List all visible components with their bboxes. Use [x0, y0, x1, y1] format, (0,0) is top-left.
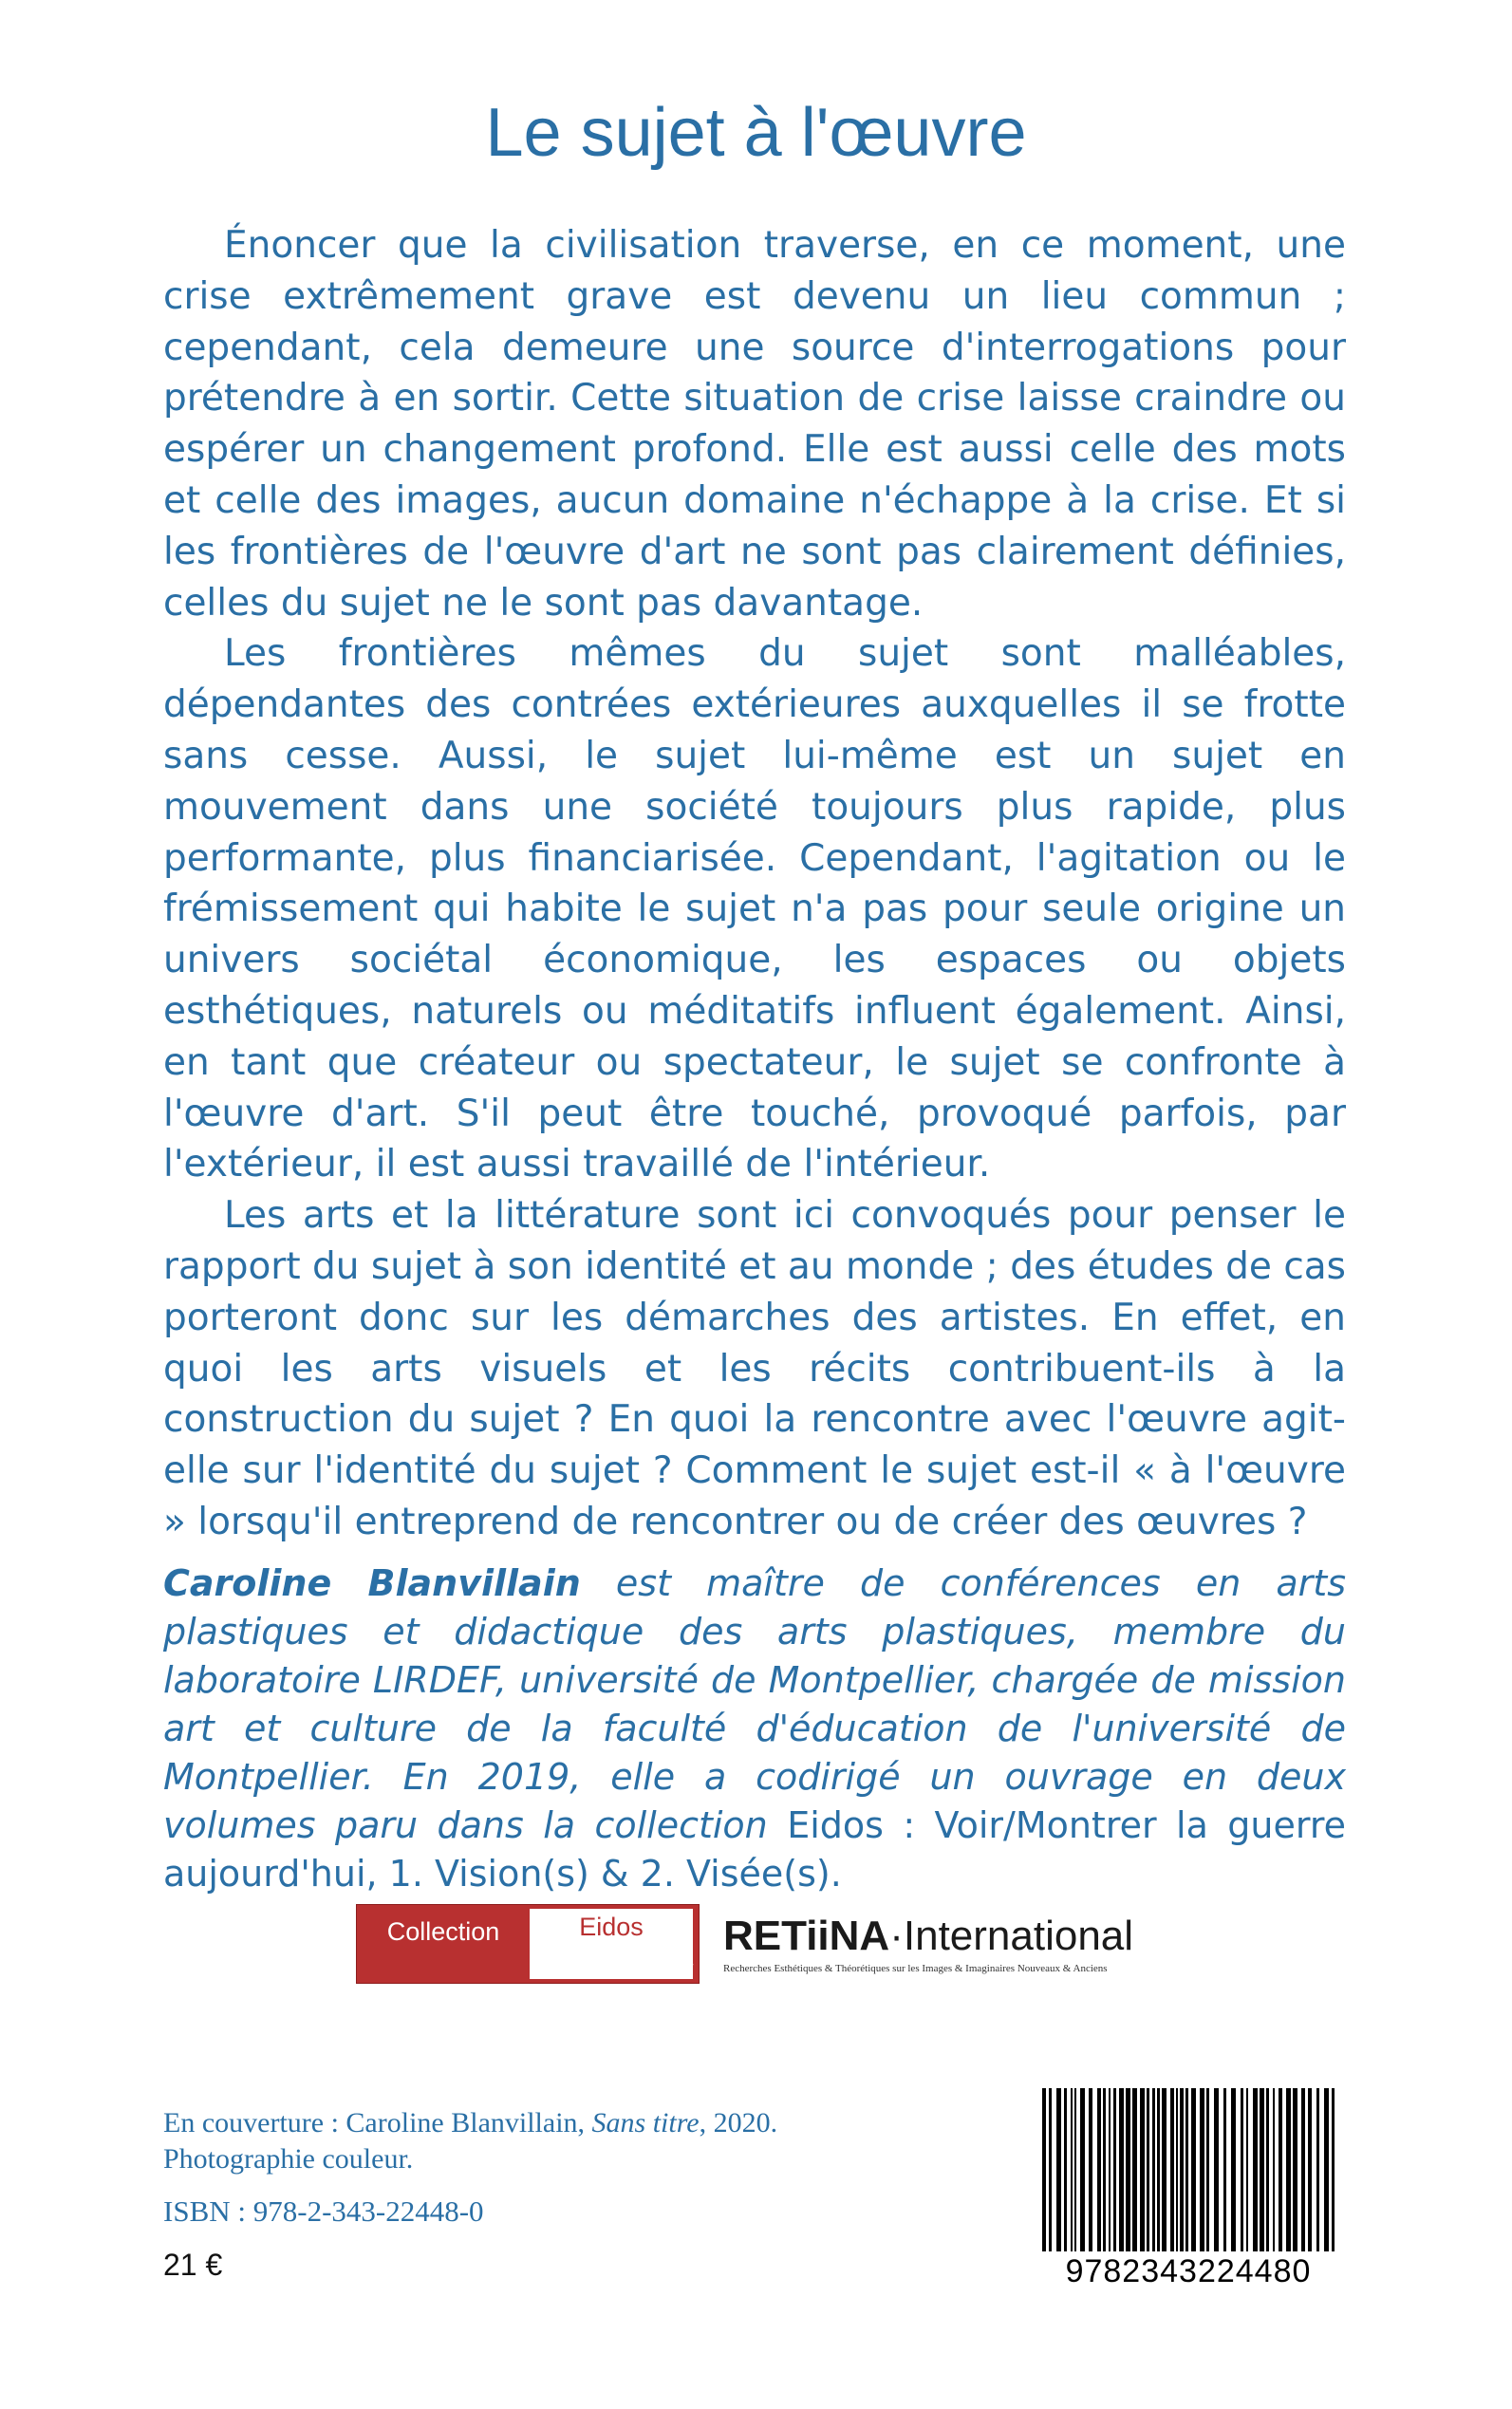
barcode-bar: [1126, 2088, 1130, 2251]
collection-sub-label: by RETiNA.International: [570, 1962, 693, 1975]
retina-international-logo: [723, 1910, 1141, 1986]
cover-credit-line2: Photographie couleur.: [163, 2143, 414, 2175]
barcode-bar: [1113, 2088, 1116, 2251]
barcode-bar: [1246, 2088, 1248, 2251]
summary-text: [163, 220, 1346, 1548]
barcode-bar: [1147, 2088, 1149, 2251]
barcode-bar: [1286, 2088, 1291, 2251]
barcode-bar: [1253, 2088, 1258, 2251]
barcode-bar: [1103, 2088, 1106, 2251]
barcode-bar: [1293, 2088, 1297, 2251]
barcode-bar: [1074, 2088, 1076, 2251]
barcode-bar: [1119, 2088, 1124, 2251]
barcode-bar: [1231, 2088, 1236, 2251]
barcode-bar: [1042, 2088, 1046, 2251]
barcode-bar: [1071, 2088, 1073, 2251]
barcode-number: 9782343224480: [1065, 2253, 1312, 2289]
barcode-bar: [1200, 2088, 1204, 2251]
price: 21 €: [163, 2248, 223, 2282]
barcode-bar: [1056, 2088, 1061, 2251]
cover-work-title: Sans titre: [591, 2107, 700, 2138]
barcode-bar: [1064, 2088, 1067, 2251]
barcode-bar: [1324, 2088, 1329, 2251]
author-name: Caroline Blanvillain: [163, 1562, 581, 1604]
barcode-bar: [1266, 2088, 1269, 2251]
author-bio: [163, 1559, 1346, 1898]
barcode-bar: [1180, 2088, 1184, 2251]
barcode-bar: [1214, 2088, 1219, 2251]
summary-paragraph-2: Les frontières mêmes du sujet sont malléables, dépendantes des contrées extérieures auxquelles il se frotte sans cesse. Aussi, le sujet lui-même est un sujet en mouvement dans une société toujours plus rapide, plus performante, plus financiarisée. Cependant, l'agitation ou le frémissement qui habite le sujet n'a pas pour seule origine un univers sociétal économique, les espaces ou objets esthétiques, naturels ou méditatifs influent également. Ainsi, en tant que créateur ou spectateur, le sujet se confronte à l'œuvre d'art. S'il peut être touché, provoqué parfois, par l'extérieur, il est aussi travaillé de l'intérieur.: [163, 632, 1346, 1186]
retina-name: [723, 1910, 1141, 1963]
barcode-bar: [1279, 2088, 1282, 2251]
isbn: ISBN : 978-2-343-22448-0: [163, 2194, 484, 2228]
collection-label: Collection: [386, 1917, 500, 1946]
book-title: Le sujet à l'œuvre: [485, 95, 1027, 171]
barcode-bar: [1316, 2088, 1319, 2251]
bio-series: Eidos : Voir/Montrer la guerre aujourd'hui, 1. Vision(s) & 2. Visée(s).: [163, 1804, 1346, 1895]
barcode-bar: [1273, 2088, 1275, 2251]
barcode-bar: [1140, 2088, 1145, 2251]
barcode-bar: [1162, 2088, 1167, 2251]
collection-eidos-logo: [356, 1904, 700, 1984]
barcode-bar: [1109, 2088, 1111, 2251]
barcode-bar: [1152, 2088, 1155, 2251]
barcode-bar: [1049, 2088, 1052, 2251]
barcode-bar: [1301, 2088, 1305, 2251]
cover-credit-line1: [163, 2105, 885, 2141]
barcode-bar: [1241, 2088, 1243, 2251]
barcode-bar: [1191, 2088, 1196, 2251]
barcode-bar: [1170, 2088, 1174, 2251]
cover-credit: [163, 2105, 885, 2177]
retina-name-part2: ·International: [889, 1913, 1134, 1959]
barcode-bar: [1157, 2088, 1160, 2251]
barcode-bar: [1332, 2088, 1335, 2251]
summary-paragraph-3: Les arts et la littérature sont ici convoqués pour penser le rapport du sujet à son identité et au monde ; des études de cas porteront donc sur les démarches des artistes. En effet, en quoi les arts visuels et les récits contribuent-ils à la construction du sujet ? En quoi la rencontre avec l'œuvre agit-elle sur l'identité du sujet ? Comment le sujet est-il « à l'œuvre » lorsqu'il entreprend de rencontrer ou de créer des œuvres ?: [163, 1194, 1346, 1543]
cover-credit-prefix: En couverture : Caroline Blanvillain,: [163, 2107, 592, 2138]
bio-text: est maître de conférences en arts plastiques et didactique des arts plastiques, membre du laboratoire LIRDEF, université de Montpellier, chargée de mission art et culture de la faculté d'éducation de l'université de Montpellier. En 2019, elle a codirigé un ouvrage en deux volumes paru dans la collection: [163, 1562, 1347, 1846]
barcode-bar: [1097, 2088, 1101, 2251]
retina-name-part1: RETiiNA: [723, 1913, 890, 1959]
retina-tagline: Recherches Esthétiques & Théorétiques sur les Images & Imaginaires Nouveaux & Anciens: [723, 1963, 1108, 1974]
barcode-bar: [1260, 2088, 1264, 2251]
barcode-bar: [1080, 2088, 1085, 2251]
barcode-bar: [1206, 2088, 1209, 2251]
barcode-bar: [1185, 2088, 1188, 2251]
cover-credit-suffix: , 2020.: [699, 2107, 778, 2138]
barcode-bars: [1036, 2088, 1340, 2251]
barcode-bar: [1223, 2088, 1226, 2251]
barcode-bar: [1089, 2088, 1092, 2251]
barcode-bar: [1308, 2088, 1312, 2251]
barcode-bar: [1132, 2088, 1137, 2251]
barcode: [1036, 2088, 1340, 2288]
barcode-bar: [1176, 2088, 1178, 2251]
summary-paragraph-1: Énoncer que la civilisation traverse, en ce moment, une crise extrêmement grave est devenu un lieu commun ; cependant, cela demeure une source d'interrogations pour prétendre à en sortir. Cette situation de crise laisse craindre ou espérer un changement profond. Elle est aussi celle des mots et celle des images, aucun domaine n'échappe à la crise. Et si les frontières de l'œuvre d'art ne sont pas clairement définies, celles du sujet ne le sont pas davantage.: [163, 224, 1346, 625]
eidos-label: Eidos: [579, 1913, 644, 1941]
